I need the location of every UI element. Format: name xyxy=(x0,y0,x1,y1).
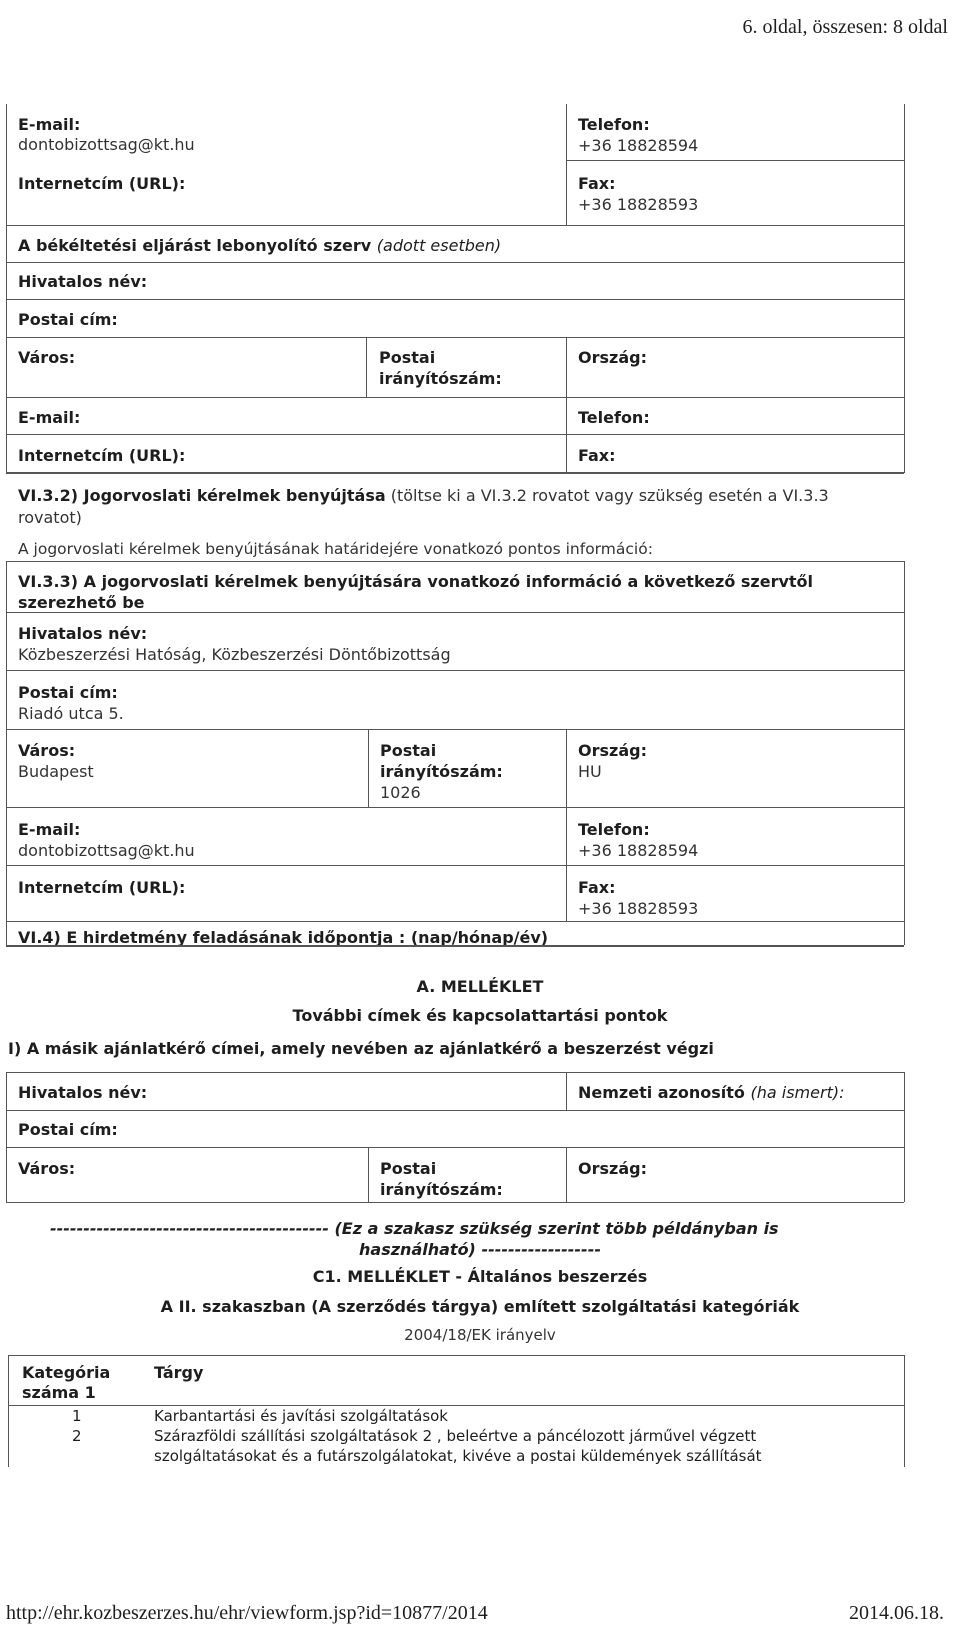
col-category-header-cont: száma 1 xyxy=(22,1383,96,1402)
divider xyxy=(8,1405,904,1406)
annex-c1-title: C1. MELLÉKLET - Általános beszerzés xyxy=(312,1267,648,1286)
column-divider xyxy=(566,104,567,226)
border-left xyxy=(6,1072,7,1202)
column-divider xyxy=(566,729,567,921)
annex-c1-subtitle: A II. szakaszban (A szerződés tárgya) említett szolgáltatási kategóriák xyxy=(160,1297,800,1316)
footer-date: 2014.06.18. xyxy=(849,1602,944,1624)
col-subject-header: Tárgy xyxy=(154,1363,204,1382)
divider xyxy=(6,262,904,263)
fax-label: Fax: xyxy=(578,174,616,193)
table-row-text-cont: szolgáltatásokat és a futárszolgálatokat, kivéve a postai küldemények szállítását xyxy=(154,1447,762,1465)
border-left xyxy=(6,104,7,226)
phone-label: Telefon: xyxy=(578,115,650,134)
vi33-fax-label: Fax: xyxy=(578,878,616,897)
divider xyxy=(6,945,904,947)
divider xyxy=(6,807,904,808)
column-divider xyxy=(566,1147,567,1202)
annex-a-city-label: Város: xyxy=(18,1159,76,1178)
annex-a-national-id-note: (ha ismert): xyxy=(750,1083,845,1102)
vi33-phone-label: Telefon: xyxy=(578,820,650,839)
mediation-url-label: Internetcím (URL): xyxy=(18,446,186,465)
border-left xyxy=(6,561,7,945)
vi33-postcode-value: 1026 xyxy=(380,783,421,802)
mediation-postcode-label-2: irányítószám: xyxy=(379,369,502,388)
vi33-postal-address-label: Postai cím: xyxy=(18,683,118,702)
annex-a-repeat-note: ------------------------------------------ (Ez a szakasz szükség szerint több példányban is xyxy=(50,1219,779,1238)
vi33-title: VI.3.3) A jogorvoslati kérelmek benyújtására vonatkozó információ a következő szervtől xyxy=(18,572,814,591)
vi33-official-name-label: Hivatalos név: xyxy=(18,624,148,643)
border-right xyxy=(904,225,905,473)
divider xyxy=(6,865,904,866)
vi33-city-label: Város: xyxy=(18,741,76,760)
mediation-title-note: (adott esetben) xyxy=(376,236,502,255)
mediation-official-name-label: Hivatalos név: xyxy=(18,272,148,291)
divider xyxy=(6,1072,904,1073)
annex-a-postcode-label-1: Postai xyxy=(380,1159,437,1178)
divider xyxy=(6,225,904,226)
column-divider xyxy=(366,337,367,397)
annex-a-country-label: Ország: xyxy=(578,1159,647,1178)
vi33-email-value: dontobizottsag@kt.hu xyxy=(18,841,195,860)
vi32-note-cont: rovatot) xyxy=(18,508,82,527)
vi4-title: VI.4) E hirdetmény feladásának időpontja : (nap/hónap/év) xyxy=(18,928,549,947)
border-right xyxy=(904,1072,905,1202)
vi32-deadline-text: A jogorvoslati kérelmek benyújtásának határidejére vonatkozó pontos információ: xyxy=(18,540,653,558)
mediation-city-label: Város: xyxy=(18,348,76,367)
vi33-title-cont: szerezhető be xyxy=(18,593,145,612)
vi33-country-value: HU xyxy=(578,762,602,781)
page-info: 6. oldal, összesen: 8 oldal xyxy=(742,16,948,38)
vi33-fax-value: +36 18828593 xyxy=(578,899,699,918)
table-row-text: Karbantartási és javítási szolgáltatások xyxy=(154,1407,448,1425)
vi33-country-label: Ország: xyxy=(578,741,647,760)
vi33-postal-address-value: Riadó utca 5. xyxy=(18,704,124,723)
divider xyxy=(6,729,904,730)
email-label: E-mail: xyxy=(18,115,81,134)
vi32-note: (töltse ki a VI.3.2 rovatot vagy szükség esetén a VI.3.3 xyxy=(390,486,829,505)
annex-a-official-name-label: Hivatalos név: xyxy=(18,1083,148,1102)
border-right xyxy=(904,104,905,226)
vi33-postcode-label-2: irányítószám: xyxy=(380,762,503,781)
mediation-postcode-label-1: Postai xyxy=(379,348,436,367)
column-divider xyxy=(566,337,567,473)
divider xyxy=(6,299,904,300)
divider xyxy=(6,397,904,398)
mediation-title xyxy=(18,236,501,255)
border-left xyxy=(8,1355,9,1467)
annex-a-section-i: I) A másik ajánlatkérő címei, amely nevében az ajánlatkérő a beszerzést végzi xyxy=(8,1039,714,1058)
divider xyxy=(6,1110,904,1111)
mediation-postal-address-label: Postai cím: xyxy=(18,310,118,329)
column-divider xyxy=(368,729,369,807)
annex-a-postcode-label-2: irányítószám: xyxy=(380,1180,503,1199)
divider xyxy=(6,1147,904,1148)
annex-a-national-id xyxy=(578,1083,844,1102)
mediation-phone-label: Telefon: xyxy=(578,408,650,427)
vi33-url-label: Internetcím (URL): xyxy=(18,878,186,897)
annex-a-postal-address-label: Postai cím: xyxy=(18,1120,118,1139)
column-divider xyxy=(368,1147,369,1202)
table-row-num: 2 xyxy=(72,1427,82,1445)
col-category-header: Kategória xyxy=(22,1363,111,1382)
phone-value: +36 18828594 xyxy=(578,136,699,155)
divider xyxy=(6,434,904,435)
annex-a-subtitle: További címek és kapcsolattartási pontok xyxy=(292,1006,668,1025)
vi33-city-value: Budapest xyxy=(18,762,94,781)
url-label: Internetcím (URL): xyxy=(18,174,186,193)
divider xyxy=(6,1202,904,1203)
border-right xyxy=(904,1355,905,1467)
mediation-country-label: Ország: xyxy=(578,348,647,367)
annex-a-title: A. MELLÉKLET xyxy=(416,977,544,996)
mediation-title-text: A békéltetési eljárást lebonyolító szerv xyxy=(18,236,372,255)
table-row-text: Szárazföldi szállítási szolgáltatások 2 , beleértve a páncélozott járművel végzett xyxy=(154,1427,757,1445)
footer-url[interactable]: http://ehr.kozbeszerzes.hu/ehr/viewform.jsp?id=10877/2014 xyxy=(6,1602,488,1624)
vi32-title: VI.3.2) Jogorvoslati kérelmek benyújtása xyxy=(18,486,386,505)
divider xyxy=(566,160,904,161)
annex-a-repeat-note-cont: használható) ------------------ xyxy=(359,1240,601,1259)
divider xyxy=(6,612,904,613)
divider xyxy=(6,337,904,338)
fax-value: +36 18828593 xyxy=(578,195,699,214)
column-divider xyxy=(566,1072,567,1110)
annex-a-national-id-label: Nemzeti azonosító xyxy=(578,1083,745,1102)
vi33-email-label: E-mail: xyxy=(18,820,81,839)
border-right xyxy=(904,561,905,945)
vi33-official-name-value: Közbeszerzési Hatóság, Közbeszerzési Döntőbizottság xyxy=(18,645,451,664)
mediation-email-label: E-mail: xyxy=(18,408,81,427)
divider xyxy=(8,1355,904,1356)
divider xyxy=(6,561,904,562)
divider xyxy=(6,921,904,922)
vi33-postcode-label-1: Postai xyxy=(380,741,437,760)
email-value: dontobizottsag@kt.hu xyxy=(18,135,195,154)
mediation-fax-label: Fax: xyxy=(578,446,616,465)
divider xyxy=(6,472,904,474)
vi33-phone-value: +36 18828594 xyxy=(578,841,699,860)
vi32-title-line xyxy=(18,486,829,505)
table-row-num: 1 xyxy=(72,1407,82,1425)
annex-c1-directive: 2004/18/EK irányelv xyxy=(404,1326,556,1344)
divider xyxy=(6,670,904,671)
